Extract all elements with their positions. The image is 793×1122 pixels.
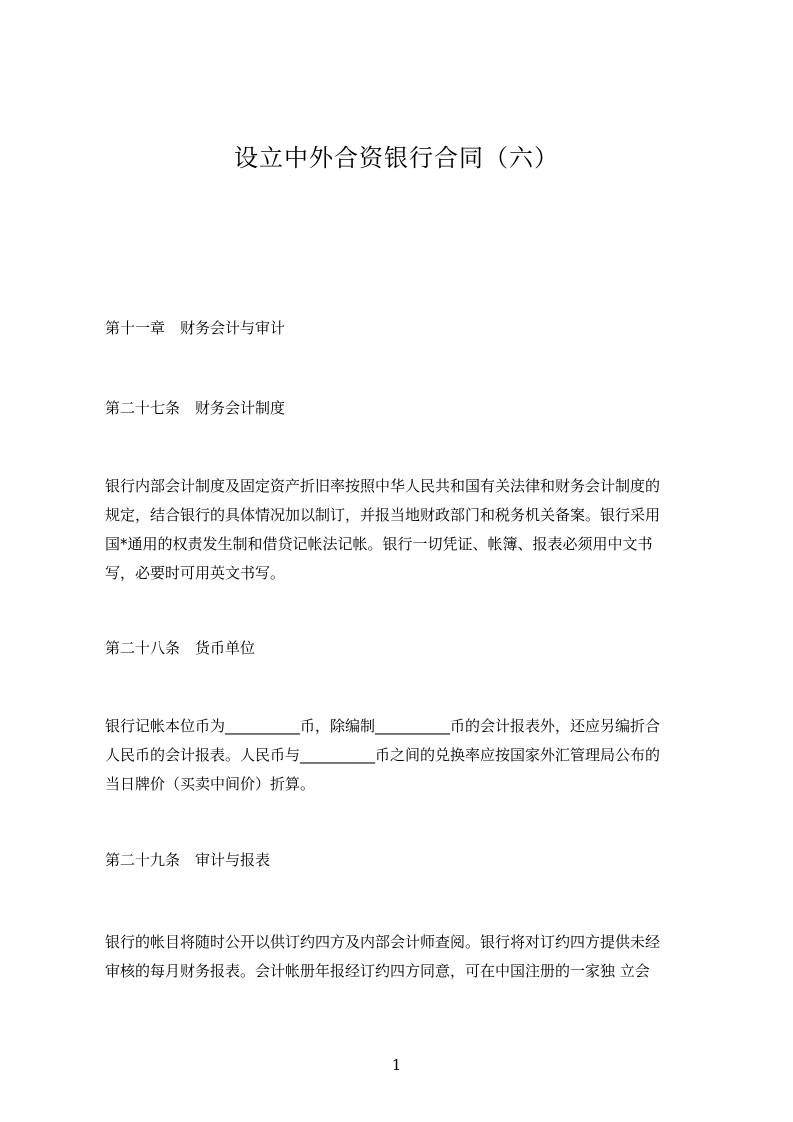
article-29-heading: 第二十九条 审计与报表	[105, 851, 271, 869]
paragraph-line: 国*通用的权责发生制和借贷记帐法记帐。银行一切凭证、帐簿、报表必须用中文书	[105, 535, 653, 553]
paragraph-line: 人民币的会计报表。人民币与__________币之间的兑换率应按国家外汇管理局公布的	[105, 746, 661, 764]
paragraph-line: 写，必要时可用英文书写。	[105, 564, 286, 582]
document-title: 设立中外合资银行合同（六）	[234, 144, 559, 172]
paragraph-line: 当日牌价（买卖中间价）折算。	[105, 775, 316, 793]
page-number: 1	[391, 1056, 402, 1074]
chapter-heading: 第十一章 财务会计与审计	[105, 319, 286, 337]
paragraph-line: 规定，结合银行的具体情况加以制订，并报当地财政部门和税务机关备案。银行采用	[105, 506, 661, 524]
paragraph-line: 银行内部会计制度及固定资产折旧率按照中华人民共和国有关法律和财务会计制度的	[105, 477, 661, 495]
article-27-heading: 第二十七条 财务会计制度	[105, 399, 286, 417]
article-28-paragraph	[105, 712, 703, 799]
paragraph-line: 银行的帐目将随时公开以供订约四方及内部会计师查阅。银行将对订约四方提供未经	[105, 933, 661, 951]
article-27-paragraph	[105, 472, 703, 588]
paragraph-line: 审核的每月财务报表。会计帐册年报经订约四方同意，可在中国注册的一家独 立会	[105, 962, 650, 980]
article-29-paragraph	[105, 928, 703, 986]
article-28-heading: 第二十八条 货币单位	[105, 639, 256, 657]
paragraph-line: 银行记帐本位币为__________币，除编制__________币的会计报表外，还应另编折合	[105, 717, 661, 735]
